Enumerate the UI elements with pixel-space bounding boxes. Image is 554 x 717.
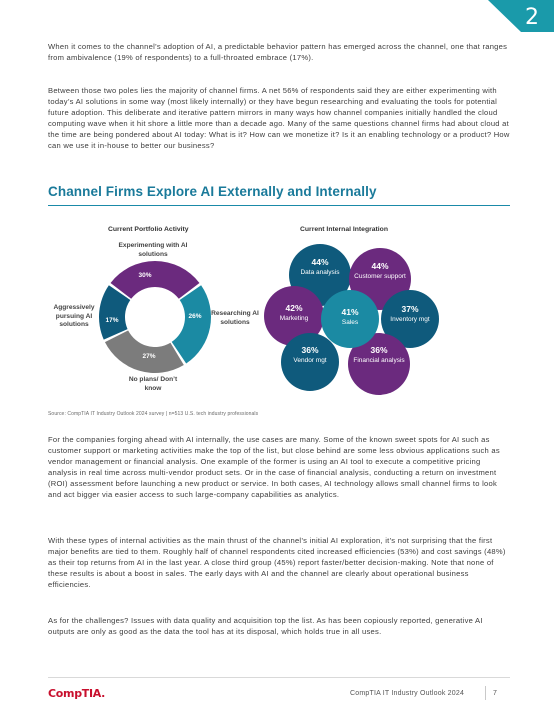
challenges-paragraph: As for the challenges? Issues with data quality and acquisition top the list. As has been copiously reported, generative AI outputs are only as good as the data the tool has at its disposal, which holds true in all uses. — [48, 616, 483, 637]
bubble-label: Marketing — [279, 315, 309, 322]
donut-value-researching: 26% — [188, 313, 202, 320]
footer-publication-title: CompTIA IT Industry Outlook 2024 — [350, 690, 465, 697]
bubble-value: 41% — [341, 307, 359, 317]
benefits-paragraph: With these types of internal activities as the main thrust of the channel’s initial AI exploration, it’s not surprising that the first major benefits are tied to them. Roughly half of channel respondents cited increased efficiencies (53%) and cost savings (48%) as their top returns from AI in the last year. A close third group (45%) report faster/better decision-making. Note that none of these results is about a boost in sales. The early days with AI and the channel are clearly about operational business efficiencies. — [48, 536, 506, 590]
donut-label-researching: Researching AI solutions — [211, 310, 259, 326]
bubble-vendor-mgt — [281, 333, 339, 391]
bubble-label: Inventory mgt — [390, 316, 430, 323]
donut-value-aggressive: 17% — [105, 317, 119, 324]
bubble-value: 37% — [401, 304, 419, 314]
footer-separator — [485, 686, 486, 700]
donut-label-experimenting: Experimenting with AI solutions — [118, 242, 188, 258]
chart-source-note: Source: CompTIA IT Industry Outlook 2024 survey | n=513 U.S. tech industry professionals — [48, 411, 259, 417]
bubble-value: 44% — [371, 261, 389, 271]
bubble-label: Data analysis — [300, 269, 340, 276]
corner-triangle — [488, 0, 554, 32]
page-number: 7 — [493, 690, 497, 697]
donut-label-no-plans: No plans/ Don’t know — [128, 376, 178, 392]
use-cases-paragraph: For the companies forging ahead with AI internally, the use cases are many. Some of the known sweet spots for AI such as customer support or marketing activities make the top of the list, but close behind are some less obvious applications such as vendor management or financial analysis. One example of the former is using an AI tool to execute a competitive pricing analysis in real time across multi-vendor product sets. Or in the case of financial analysis, conducting a return on investment (ROI) assessment before launching a new product or service. In both cases, AI technology allows small channel firms to look and act bigger via easier access to such large-company capabilities as analytics. — [48, 435, 500, 500]
integration-chart-title: Current Internal Integration — [300, 226, 388, 233]
chapter-corner-tab — [488, 0, 554, 32]
donut-value-no-plans: 27% — [142, 353, 156, 360]
donut-slice-experimenting — [111, 261, 200, 299]
bubble-label: Sales — [341, 319, 359, 326]
intro-paragraph: When it comes to the channel’s adoption of AI, a predictable behavior pattern has emerged across the channel, one that ranges from ambivalence (19% of respondents) to a full-throated embrace (17%). — [48, 42, 508, 63]
bubble-value: 42% — [285, 303, 303, 313]
portfolio-chart-title: Current Portfolio Activity — [108, 226, 189, 233]
bubble-value: 36% — [370, 345, 388, 355]
bubble-value: 44% — [311, 257, 329, 267]
bubble-label: Customer support — [354, 273, 406, 280]
section-title: Channel Firms Explore AI Externally and Internally — [48, 184, 377, 199]
footer-divider — [48, 677, 510, 678]
donut-slice-no-plans — [105, 330, 184, 373]
bubble-value: 36% — [301, 345, 319, 355]
donut-label-aggressive: Aggressively pursuing AI solutions — [53, 304, 95, 328]
donut-value-experimenting: 30% — [138, 272, 152, 279]
chapter-number: 2 — [525, 5, 539, 30]
bubble-sales — [321, 290, 379, 348]
comptia-logo: CompTIA. — [48, 687, 106, 700]
section-divider — [48, 205, 510, 206]
bubble-label: Vendor mgt — [293, 357, 327, 364]
bubble-label: Financial analysis — [353, 357, 405, 364]
poles-paragraph: Between those two poles lies the majority of channel firms. A net 56% of respondents said they are either experimenting with today’s AI solutions in some way (most likely internally) or they have begun researching and evaluating the tools for potential future adoption. This deliberate and iterative pattern mirrors in many ways how channel companies initially handled the cloud computing wave when it hit shore a little more than a decade ago. Many of the same questions channel firms had about cloud at the time are being pondered about AI today: What is it? How can we monetize it? Is it an enabling technology or a product? How can we use it in-house to better our business? — [48, 86, 510, 151]
